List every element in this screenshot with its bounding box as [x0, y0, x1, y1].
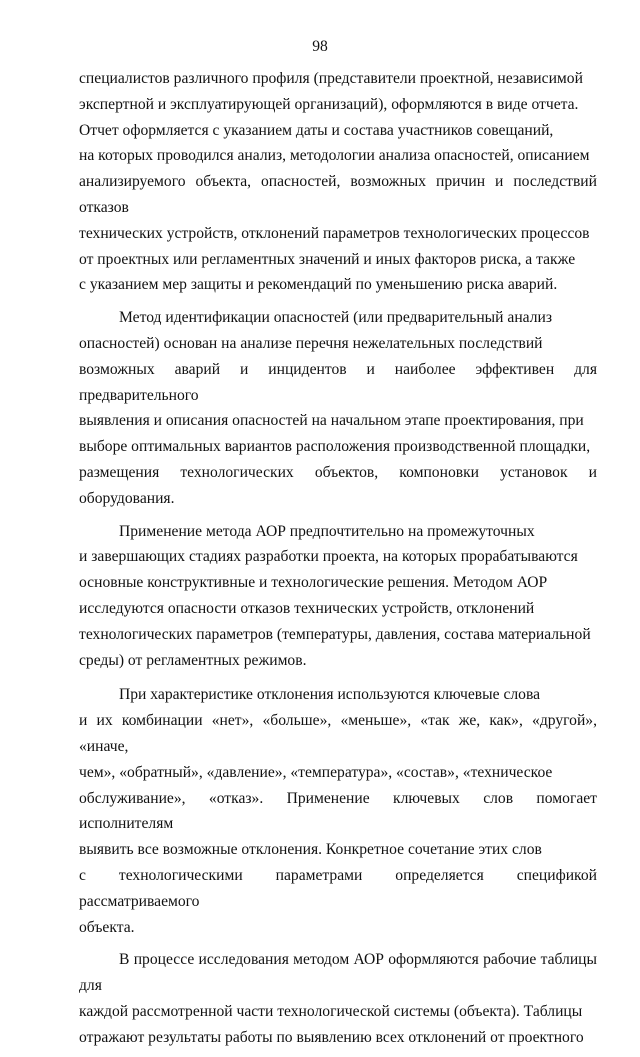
- text-line: объекта.: [79, 918, 135, 936]
- body-text: [79, 66, 597, 1057]
- text-line: на которых проводился анализ, методологии анализа опасностей, описанием: [79, 147, 590, 165]
- text-line: Метод идентификации опасностей (или предварительный анализ: [119, 309, 553, 327]
- text-line: и их комбинации «нет», «больше», «меньше», «так же, как», «другой», «иначе,: [79, 712, 597, 755]
- text-line: анализируемого объекта, опасностей, возможных причин и последствий отказов: [79, 173, 597, 216]
- text-line: экспертной и эксплуатирующей организаций), оформляются в виде отчета.: [79, 95, 579, 113]
- text-line: с указанием мер защиты и рекомендаций по уменьшению риска аварий.: [79, 276, 558, 294]
- text-line: При характеристике отклонения используются ключевые слова: [119, 686, 541, 704]
- text-line: с технологическими параметрами определяется спецификой рассматриваемого: [79, 866, 597, 910]
- text-line: выборе оптимальных вариантов расположения производственной площадки,: [79, 438, 591, 456]
- text-line: специалистов различного профиля (представители проектной, независимой: [79, 70, 583, 87]
- text-line: обслуживание», «отказ». Применение ключевых слов помогает исполнителям: [79, 789, 597, 833]
- text-line: выявить все возможные отклонения. Конкретное сочетание этих слов: [79, 841, 542, 859]
- text-line: выявления и описания опасностей на начальном этапе проектирования, при: [79, 412, 584, 430]
- text-line: технических устройств, отклонений параметров технологических процессов: [79, 224, 590, 242]
- paragraph-1: [79, 66, 597, 298]
- text-line: каждой рассмотренной части технологической системы (объекта). Таблицы: [79, 1002, 583, 1020]
- text-line: отражают результаты работы по выявлению всех отклонений от проектного: [79, 1028, 584, 1046]
- text-line: Применение метода АОР предпочтительно на промежуточных: [119, 522, 535, 540]
- text-line: чем», «обратный», «давление», «температура», «состав», «техническое: [79, 763, 553, 781]
- text-line: Отчет оформляется с указанием даты и состава участников совещаний,: [79, 121, 554, 139]
- paragraph-5: [79, 947, 597, 1050]
- text-line: возможных аварий и инцидентов и наиболее эффективен для предварительного: [79, 360, 597, 404]
- text-line: В процессе исследования методом АОР оформляются рабочие таблицы для: [79, 951, 597, 995]
- text-line: опасностей) основан на анализе перечня нежелательных последствий: [79, 334, 543, 352]
- text-line: размещения технологических объектов, компоновки установок и оборудования.: [79, 463, 597, 507]
- text-line: исследуются опасности отказов технических устройств, отклонений: [79, 599, 535, 617]
- text-line: среды) от регламентных режимов.: [79, 651, 307, 669]
- paragraph-2: [79, 305, 597, 511]
- page-number: 98: [312, 38, 328, 55]
- paragraph-3: [79, 519, 597, 674]
- text-line: основные конструктивные и технологические решения. Методом АОР: [79, 574, 548, 592]
- text-line: от проектных или регламентных значений и иных факторов риска, а также: [79, 250, 576, 268]
- paragraph-4: [79, 682, 597, 940]
- text-line: технологических параметров (температуры, давления, состава материальной: [79, 625, 591, 643]
- text-line: и завершающих стадиях разработки проекта, на которых прорабатываются: [79, 548, 578, 566]
